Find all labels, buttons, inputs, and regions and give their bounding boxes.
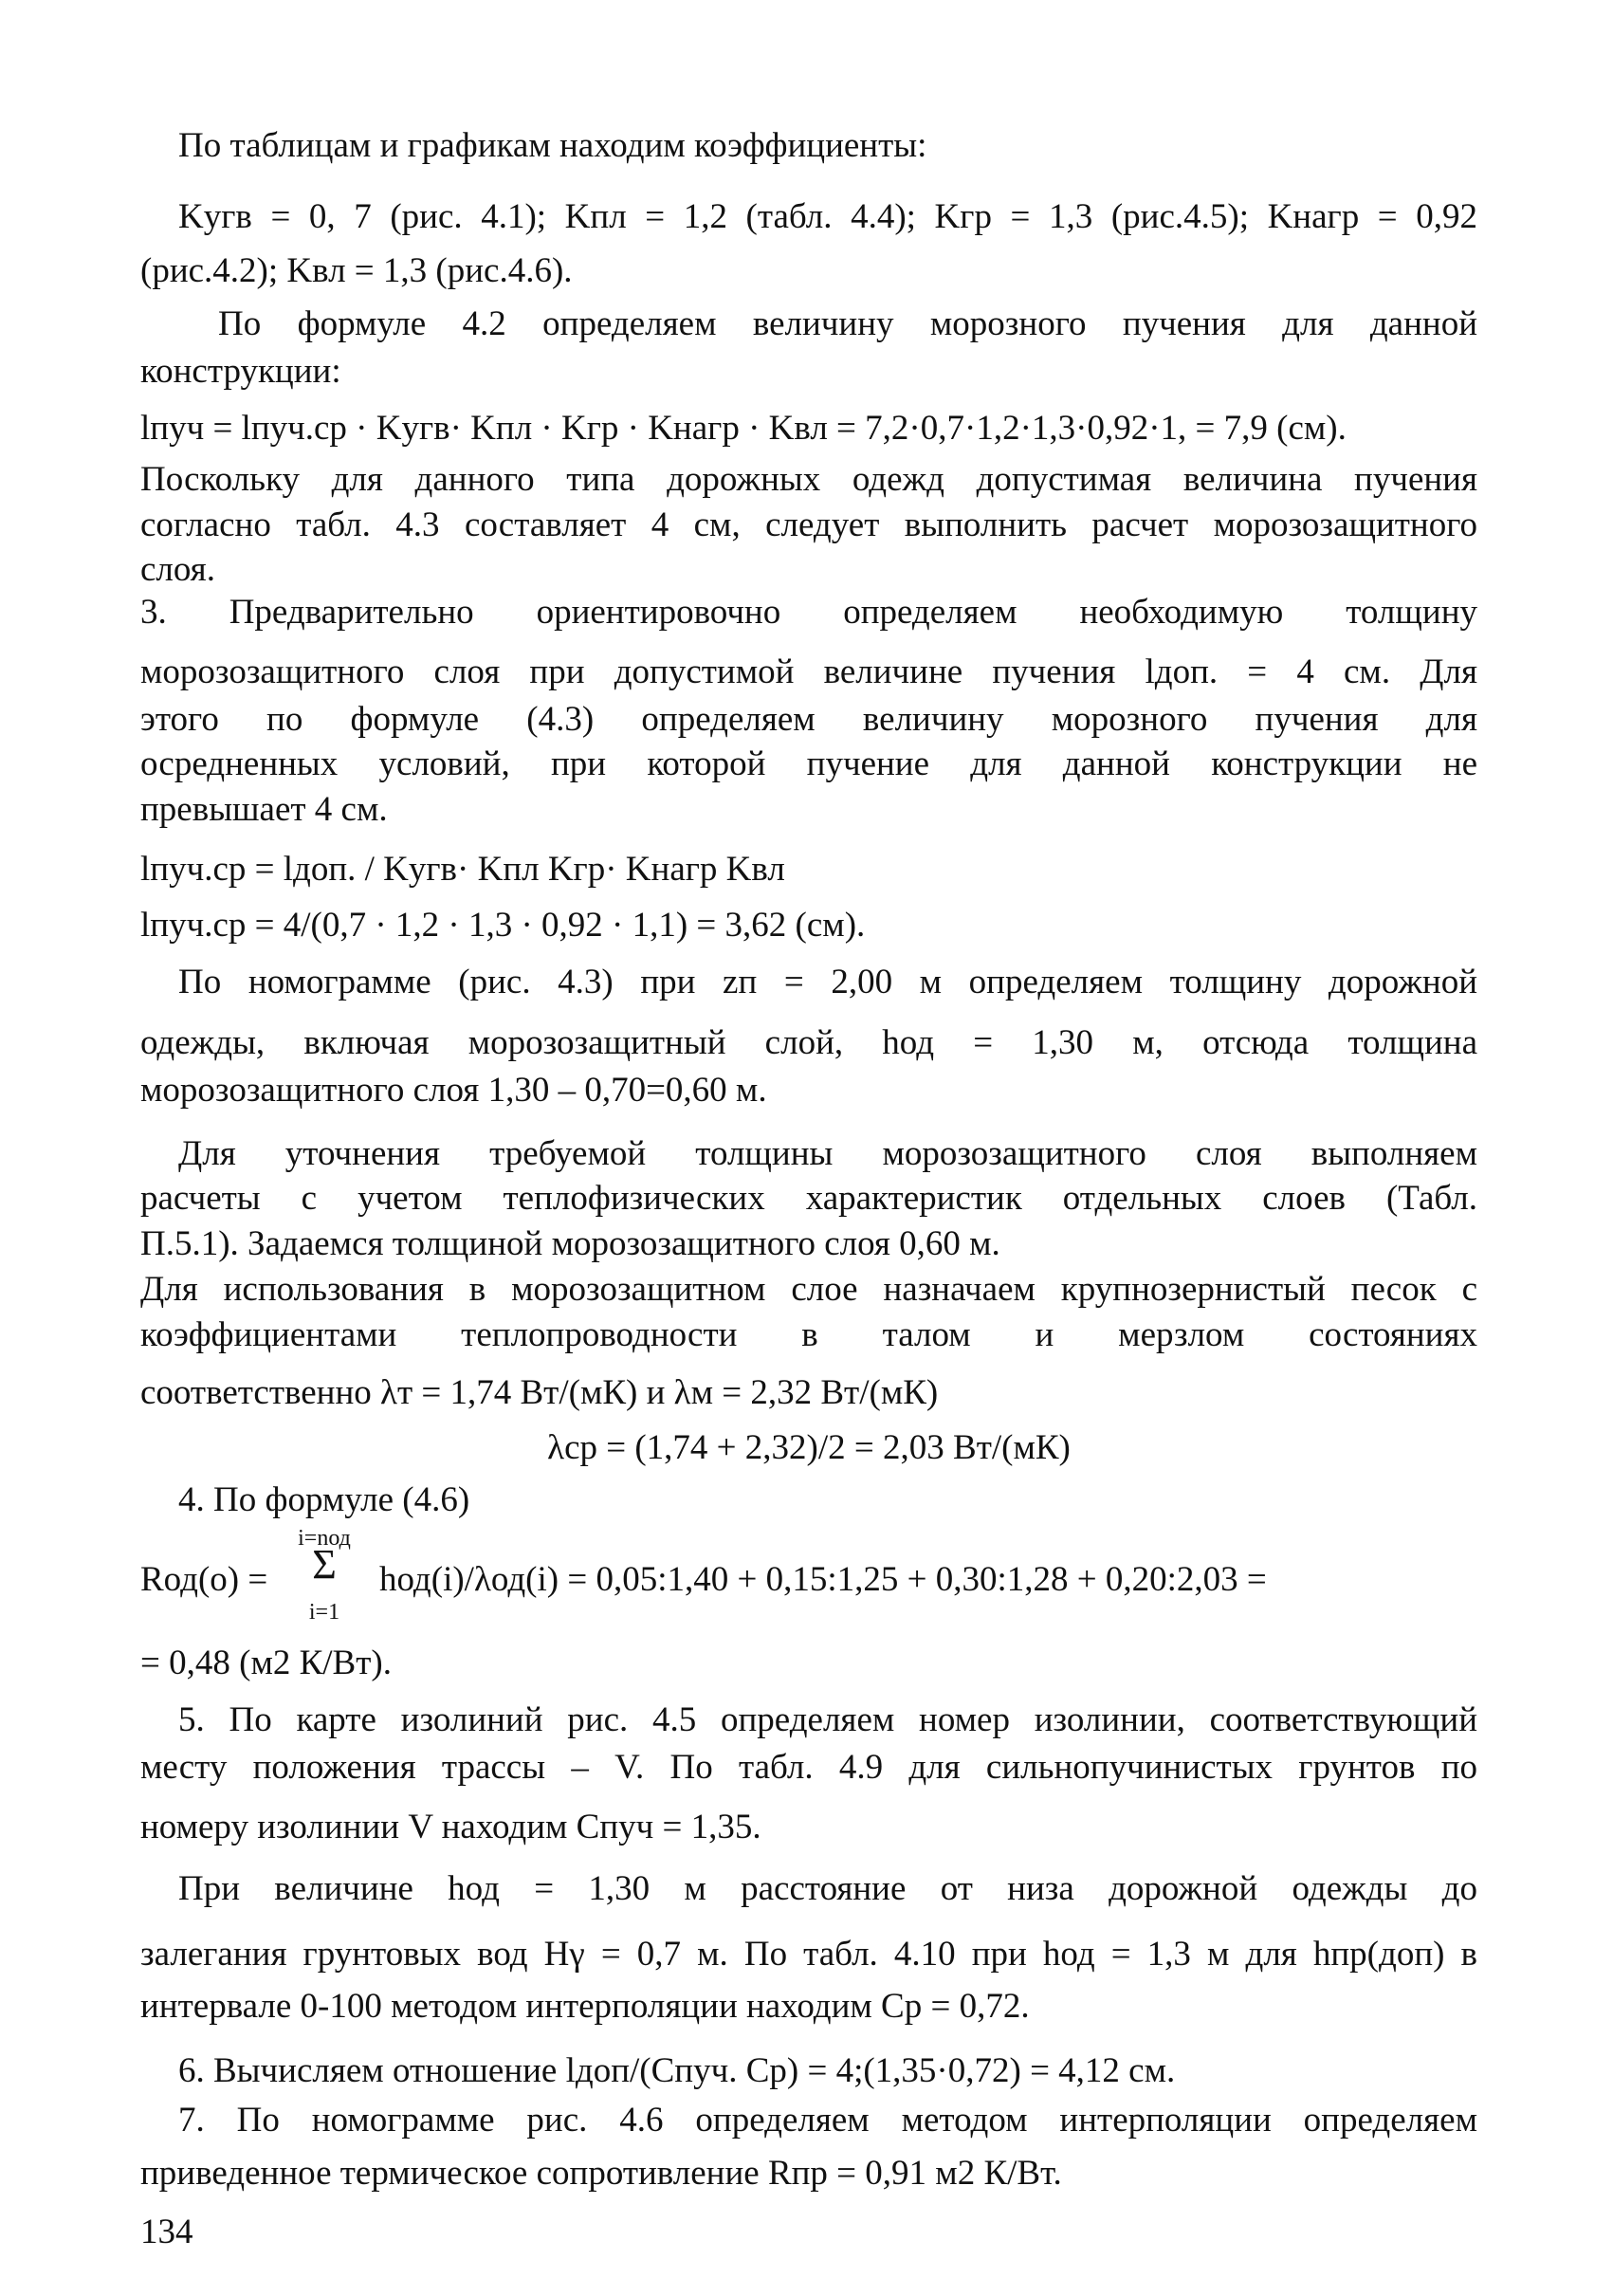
- text-line: морозозащитного слоя при допустимой величине пучения lдоп. = 4 см. Для: [140, 652, 1477, 691]
- text-line: (рис.4.2); Kвл = 1,3 (рис.4.6).: [140, 251, 573, 290]
- text-line: конструкции:: [140, 352, 341, 391]
- sum-sign: Σ: [312, 1541, 337, 1588]
- page-number: 134: [140, 2213, 193, 2251]
- text-line: 7. По номограмме рис. 4.6 определяем методом интерполяции определяем: [178, 2101, 1477, 2140]
- formula-line: lпуч = lпуч.ср · Kугв· Kпл · Kгр · Kнагр · Kвл = 7,2·0,7·1,2·1,3·0,92·1, = 7,9 (см).: [140, 409, 1347, 448]
- text-line: морозозащитного слоя 1,30 – 0,70=0,60 м.: [140, 1071, 767, 1110]
- text-line: Поскольку для данного типа дорожных одежд допустимая величина пучения: [140, 460, 1477, 499]
- text-line: осредненных условий, при которой пучение для данной конструкции не: [140, 744, 1477, 783]
- formula-line: hод(i)/λод(i) = 0,05:1,40 + 0,15:1,25 + 0,30:1,28 + 0,20:2,03 =: [379, 1560, 1267, 1599]
- text-line: По таблицам и графикам находим коэффициенты:: [178, 126, 927, 165]
- text-line: Kугв = 0, 7 (рис. 4.1); Kпл = 1,2 (табл. 4.4); Kгр = 1,3 (рис.4.5); Kнагр = 0,92: [178, 197, 1477, 236]
- formula-line: λср = (1,74 + 2,32)/2 = 2,03 Вт/(мК): [547, 1428, 1071, 1467]
- formula-line: Rод(о) =: [140, 1560, 268, 1599]
- text-line: месту положения трассы – V. По табл. 4.9 для сильнопучинистых грунтов по: [140, 1748, 1477, 1787]
- text-line: приведенное термическое сопротивление Rпр = 0,91 м2 К/Вт.: [140, 2154, 1062, 2193]
- text-line: согласно табл. 4.3 составляет 4 см, следует выполнить расчет морозозащитного: [140, 505, 1477, 544]
- text-line: При величине hод = 1,30 м расстояние от низа дорожной одежды до: [178, 1869, 1477, 1908]
- formula-line: lпуч.ср = lдоп. / Kугв· Kпл Kгр· Kнагр Kвл: [140, 850, 785, 889]
- formula-line: = 0,48 (м2 К/Вт).: [140, 1644, 392, 1682]
- text-line: залегания грунтовых вод Hγ = 0,7 м. По табл. 4.10 при hод = 1,3 м для hпр(доп) в: [140, 1935, 1477, 1974]
- text-line: номеру изолинии V находим Cпуч = 1,35.: [140, 1808, 761, 1846]
- text-line: 6. Вычисляем отношение lдоп/(Cпуч. Cр) = 4;(1,35·0,72) = 4,12 см.: [178, 2051, 1176, 2090]
- text-line: По формуле 4.2 определяем величину морозного пучения для данной: [218, 304, 1477, 343]
- text-line: Для использования в морозозащитном слое назначаем крупнозернистый песок с: [140, 1270, 1477, 1309]
- text-line: интервале 0-100 методом интерполяции находим Cр = 0,72.: [140, 1987, 1030, 2026]
- text-line: одежды, включая морозозащитный слой, hод = 1,30 м, отсюда толщина: [140, 1023, 1477, 1062]
- text-line: этого по формуле (4.3) определяем величину морозного пучения для: [140, 700, 1477, 739]
- text-line: 4. По формуле (4.6): [178, 1480, 470, 1519]
- text-line: 3. Предварительно ориентировочно определяем необходимую толщину: [140, 593, 1477, 632]
- text-line: соответственно λт = 1,74 Вт/(мК) и λм = 2,32 Вт/(мК): [140, 1373, 939, 1412]
- sum-lower-limit: i=1: [308, 1600, 340, 1625]
- text-line: расчеты с учетом теплофизических характеристик отдельных слоев (Табл.: [140, 1179, 1477, 1218]
- text-line: 5. По карте изолиний рис. 4.5 определяем номер изолинии, соответствующий: [178, 1700, 1477, 1739]
- text-line: По номограмме (рис. 4.3) при zп = 2,00 м определяем толщину дорожной: [178, 963, 1477, 1001]
- text-line: Для уточнения требуемой толщины морозозащитного слоя выполняем: [178, 1134, 1477, 1173]
- text-line: превышает 4 см.: [140, 790, 388, 829]
- text-line: слоя.: [140, 550, 215, 589]
- formula-line: lпуч.ср = 4/(0,7 · 1,2 · 1,3 · 0,92 · 1,1) = 3,62 (см).: [140, 906, 866, 945]
- text-line: коэффициентами теплопроводности в талом и мерзлом состояниях: [140, 1315, 1477, 1354]
- sum-upper-limit: i=nод: [298, 1526, 351, 1551]
- text-line: П.5.1). Задаемся толщиной морозозащитного слоя 0,60 м.: [140, 1224, 1000, 1263]
